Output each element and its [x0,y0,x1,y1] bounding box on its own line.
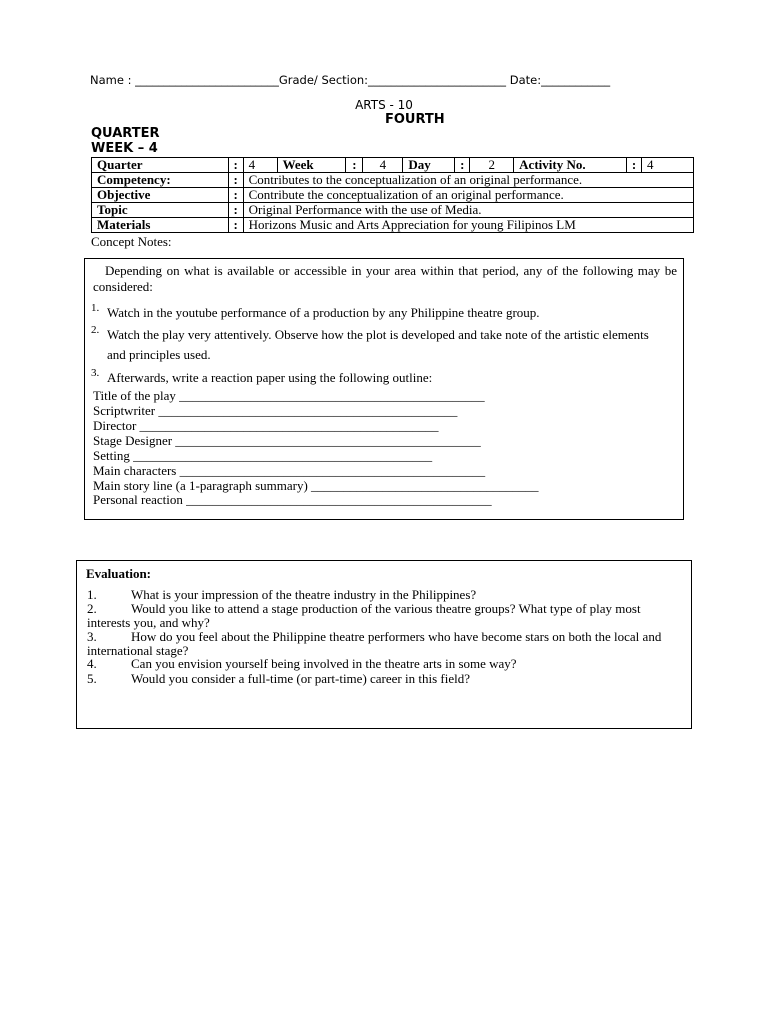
outline-line: Scriptwriter ______________________________________________ [93,403,458,418]
question-text: Would you like to attend a stage production of the various theatre groups? What type of play most interests you, and why? [87,601,641,630]
question-text: What is your impression of the theatre industry in the Philippines? [131,587,477,602]
colon: : [228,158,243,173]
outline-line: Setting ______________________________________________ [93,448,433,463]
list-item [87,588,679,602]
quarter-value: 4 [243,158,277,173]
row-label: Topic [92,203,229,218]
quarter-number-heading: FOURTH [385,112,445,127]
week-heading: WEEK – 4 [91,141,158,156]
row-value: Original Performance with the use of Media. [243,203,693,218]
colon: : [228,218,243,233]
colon: : [228,203,243,218]
question-number: 4. [87,656,97,671]
subject-title: ARTS - 10 [355,98,413,112]
table-row [92,203,694,218]
step-text: Watch the play very attentively. Observe how the plot is developed and take note of the artistic elements and principles used. [107,327,649,362]
table-row [92,173,694,188]
lesson-info-table [91,157,694,233]
outline-line: Director ______________________________________________ [93,418,439,433]
list-item [87,602,679,630]
question-text: Would you consider a full-time (or part-time) career in this field? [131,671,470,686]
concept-intro: Depending on what is available or accessible in your area within that period, any of the following may be considered: [93,263,677,294]
concept-notes-box [84,258,684,520]
question-number: 5. [87,671,97,686]
outline-line: Stage Designer _______________________________________________ [93,433,481,448]
step-number: 2. [91,324,100,336]
step-text: Watch in the youtube performance of a production by any Philippine theatre group. [107,305,540,320]
question-number: 3. [87,629,97,644]
question-text: Can you envision yourself being involved in the theatre arts in some way? [131,656,517,671]
student-info-line: Name : _________________________Grade/ Section:________________________ Date:____________ [90,73,611,87]
step-number: 3. [91,367,100,379]
week-label: Week [277,158,346,173]
evaluation-title: Evaluation: [86,566,152,581]
list-item [87,630,679,658]
question-number: 1. [87,587,97,602]
outline-line: Personal reaction _______________________________________________ [93,492,492,507]
colon: : [228,173,243,188]
step-number: 1. [91,302,100,314]
colon: : [627,158,642,173]
question-number: 2. [87,601,97,616]
question-text: How do you feel about the Philippine theatre performers who have become stars on both the local and international stage? [87,629,662,658]
colon: : [228,188,243,203]
evaluation-box [76,560,692,729]
table-row [92,158,694,173]
row-value: Contributes to the conceptualization of an original performance. [243,173,693,188]
list-item [87,672,679,686]
table-row [92,218,694,233]
row-value: Horizons Music and Arts Appreciation for young Filipinos LM [243,218,693,233]
quarter-label: Quarter [92,158,229,173]
row-value: Contribute the conceptualization of an original performance. [243,188,693,203]
colon: : [455,158,470,173]
row-label: Competency: [92,173,229,188]
activity-value: 4 [642,158,694,173]
activity-label: Activity No. [514,158,627,173]
list-item [87,657,679,671]
colon: : [346,158,363,173]
row-label: Objective [92,188,229,203]
day-label: Day [403,158,455,173]
table-row [92,188,694,203]
quarter-word: QUARTER [91,126,160,141]
step-text: Afterwards, write a reaction paper using the following outline: [107,370,433,385]
outline-line: Main characters _______________________________________________ [93,463,486,478]
row-label: Materials [92,218,229,233]
concept-notes-label: Concept Notes: [91,234,172,249]
day-value: 2 [470,158,514,173]
outline-line: Title of the play _______________________________________________ [93,388,485,403]
quarter-week-heading [91,126,159,156]
outline-line: Main story line (a 1-paragraph summary) ___________________________________ [93,478,539,493]
week-value: 4 [363,158,403,173]
